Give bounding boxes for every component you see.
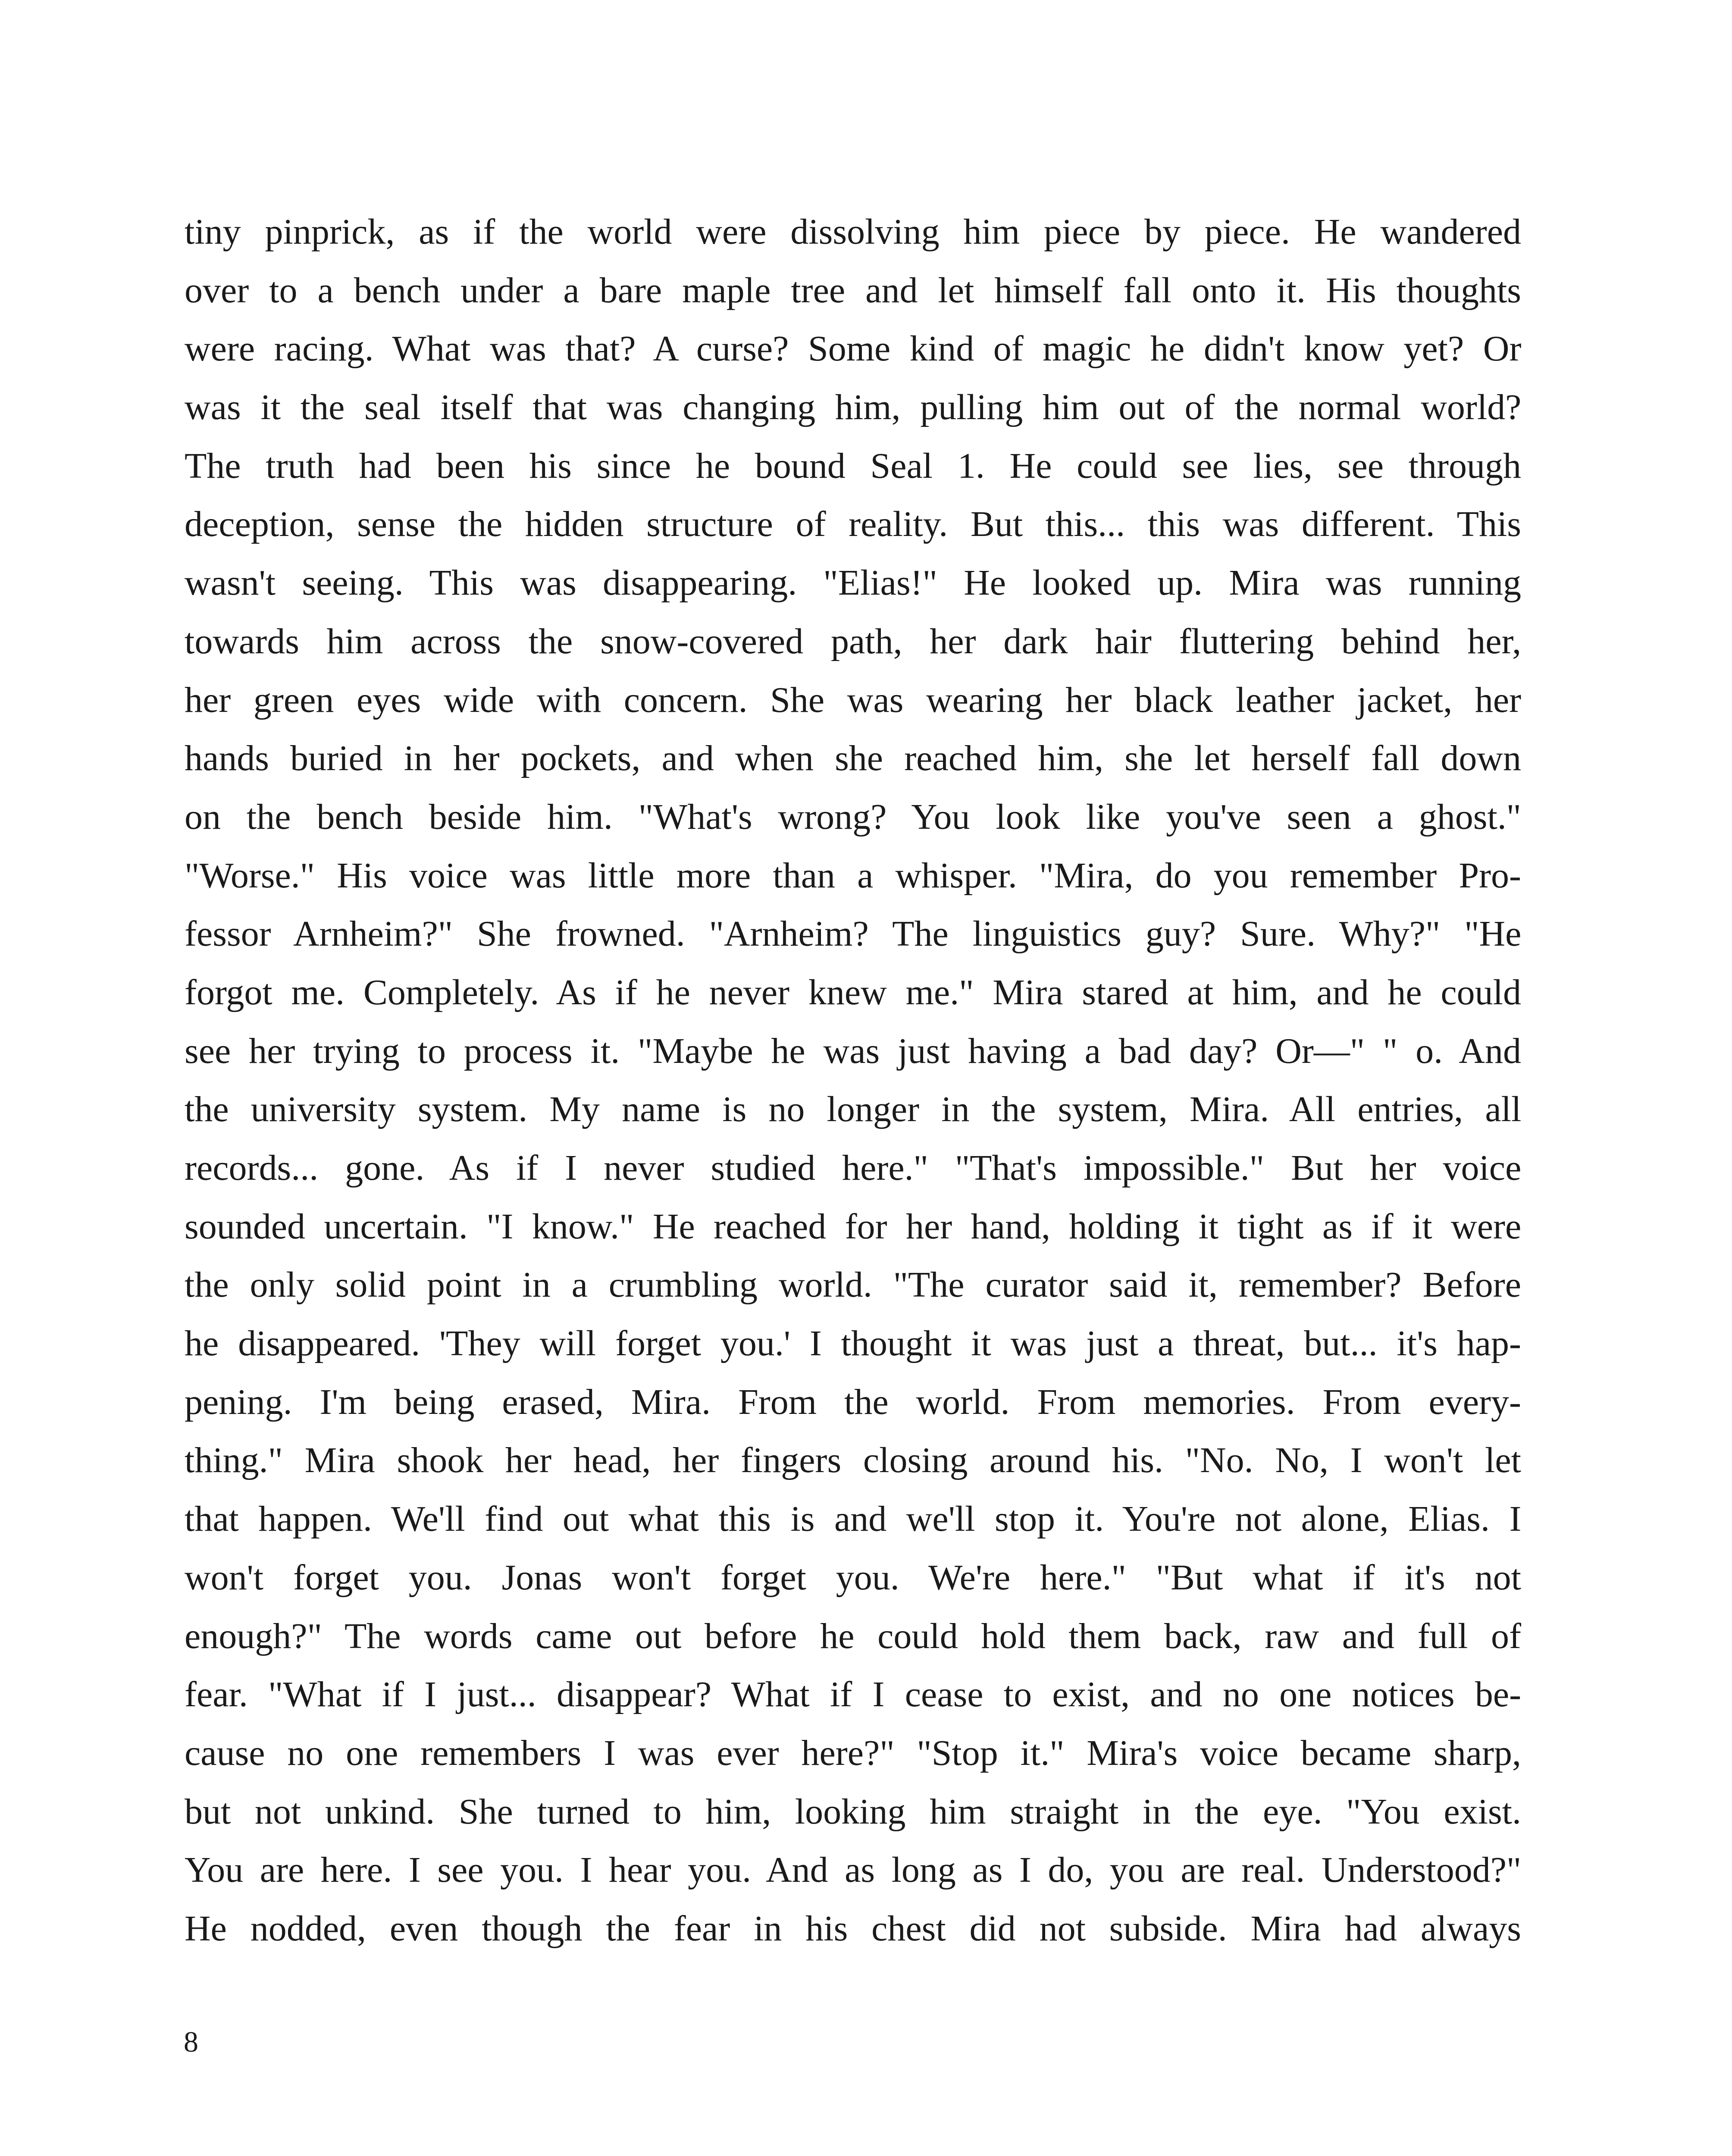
text-line: the only solid point in a crumbling world. "The curator said it, remember? Before [185,1265,1521,1305]
text-line: but not unkind. She turned to him, looking him straight in the eye. "You exist. [185,1791,1521,1832]
text-line: fessor Arnheim?" She frowned. "Arnheim? The linguistics guy? Sure. Why?" "He [185,914,1522,954]
text-line: over to a bench under a bare maple tree and let himself fall onto it. His thoughts [185,270,1521,310]
text-line: deception, sense the hidden structure of reality. But this... this was different. This [185,504,1521,545]
text-line: thing." Mira shook her head, her fingers closing around his. "No. No, I won't let [185,1440,1521,1481]
text-line: on the bench beside him. "What's wrong? You look like you've seen a ghost." [185,796,1522,837]
text-line: records... gone. As if I never studied here." "That's impossible." But her voice [185,1148,1522,1188]
text-line: You are here. I see you. I hear you. And as long as I do, you are real. Understood?" [185,1850,1522,1890]
text-line: wasn't seeing. This was disappearing. "Elias!" He looked up. Mira was running [185,563,1521,603]
text-line: see her trying to process it. "Maybe he was just having a bad day? Or—" " o. And [185,1031,1521,1071]
text-line: forgot me. Completely. As if he never knew me." Mira stared at him, and he could [185,972,1521,1012]
text-line: enough?" The words came out before he could hold them back, raw and full of [185,1616,1521,1656]
text-line: The truth had been his since he bound Seal 1. He could see lies, see through [185,445,1521,486]
text-line: was it the seal itself that was changing him, pulling him out of the normal world? [185,387,1522,428]
text-line: tiny pinprick, as if the world were dissolving him piece by piece. He wandered [185,212,1521,252]
text-line: cause no one remembers I was ever here?" "Stop it." Mira's voice became sharp, [185,1733,1521,1773]
text-line: he disappeared. 'They will forget you.' I thought it was just a threat, but... it's hap- [185,1323,1521,1364]
page-number: 8 [184,2025,198,2058]
text-line: that happen. We'll find out what this is and we'll stop it. You're not alone, Elias. I [185,1499,1522,1539]
text-line: her green eyes wide with concern. She was wearing her black leather jacket, her [185,680,1522,720]
text-line: won't forget you. Jonas won't forget you. We're here." "But what if it's not [185,1557,1521,1598]
text-line: fear. "What if I just... disappear? What if I cease to exist, and no one notices be- [185,1674,1522,1715]
text-line: He nodded, even though the fear in his chest did not subside. Mira had always [185,1908,1521,1949]
text-line: towards him across the snow-covered path, her dark hair fluttering behind her, [185,621,1522,661]
text-line: "Worse." His voice was little more than a whisper. "Mira, do you remember Pro- [185,855,1521,896]
text-line: the university system. My name is no longer in the system, Mira. All entries, all [185,1089,1522,1130]
text-line: were racing. What was that? A curse? Some kind of magic he didn't know yet? Or [185,329,1522,369]
text-line: hands buried in her pockets, and when she reached him, she let herself fall down [185,738,1521,779]
text-line: pening. I'm being erased, Mira. From the world. From memories. From every- [185,1382,1521,1422]
text-line: sounded uncertain. "I know." He reached for her hand, holding it tight as if it were [185,1206,1522,1247]
body-text [185,203,1521,1958]
